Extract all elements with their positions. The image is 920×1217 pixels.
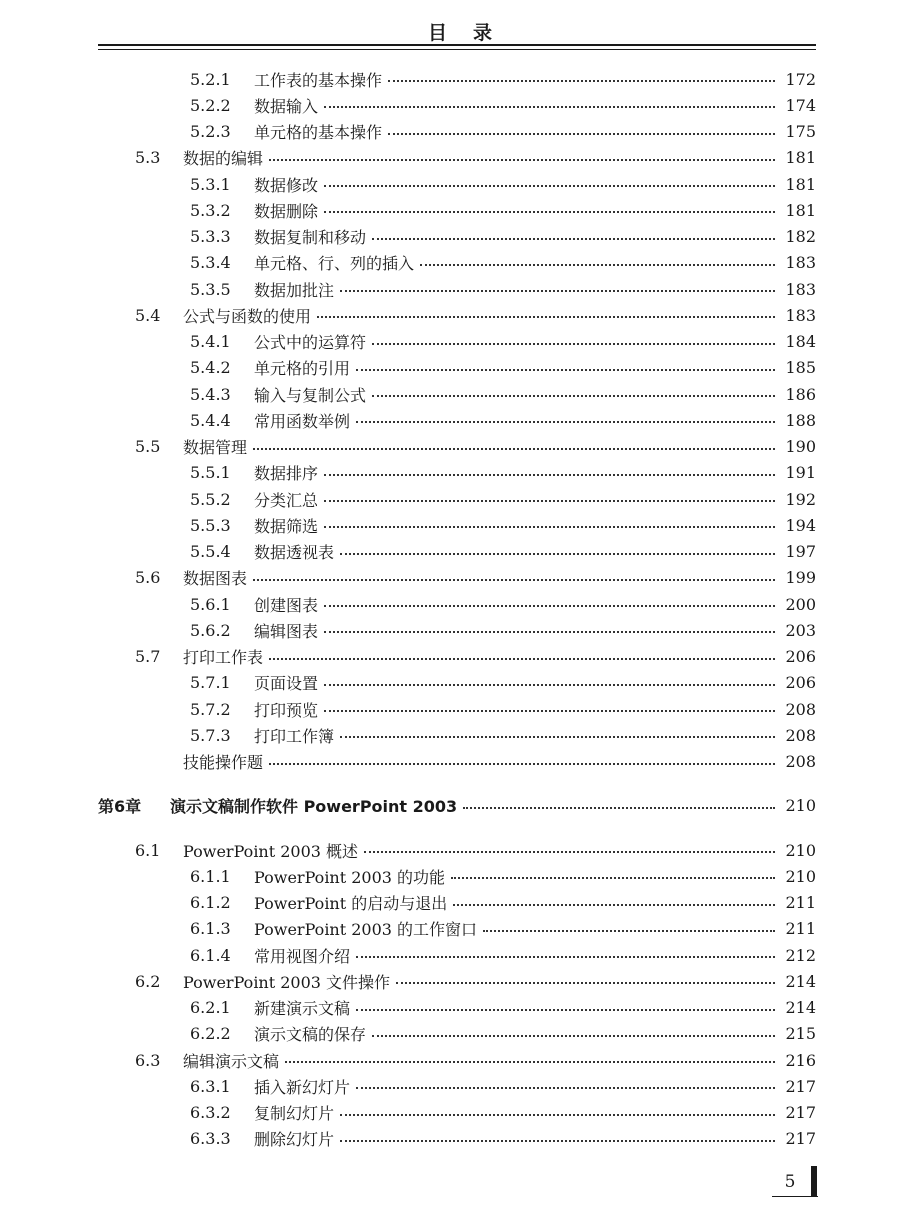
toc-entry-title: 复制幻灯片 <box>254 1104 335 1123</box>
toc-entry <box>135 434 816 460</box>
toc-entry <box>190 916 816 942</box>
toc-entry-page: 211 <box>785 893 816 912</box>
toc-entry-number: 5.6.2 <box>190 620 231 640</box>
toc-entry-page: 208 <box>785 699 816 719</box>
toc-entry-title: 分类汇总 <box>254 490 319 510</box>
toc-entry-number: 5.5.2 <box>190 489 231 509</box>
toc-entry-number: 5.5 <box>135 437 161 456</box>
toc-entry-title: 打印预览 <box>254 700 319 720</box>
dot-leader <box>451 877 775 879</box>
toc-entry-title: 删除幻灯片 <box>254 1130 335 1150</box>
toc-entry-title: 常用函数举例 <box>254 411 351 431</box>
toc-entry <box>135 145 816 171</box>
toc-entry <box>135 968 816 994</box>
toc-entry <box>190 995 816 1021</box>
toc-entry-title: 数据复制和移动 <box>254 228 367 247</box>
dot-leader <box>364 851 775 853</box>
toc-entry-number: 6.3.2 <box>190 1103 231 1122</box>
toc-entry <box>190 407 816 433</box>
toc-entry <box>190 722 816 748</box>
toc-entry-page: 186 <box>785 384 816 404</box>
toc-entry-title: 数据管理 <box>183 438 248 457</box>
toc-entry-page: 217 <box>785 1076 816 1096</box>
toc-entry-title: 数据筛选 <box>254 516 319 536</box>
toc-entry-page: 181 <box>785 148 816 168</box>
dot-leader <box>340 736 775 738</box>
toc-entry-number: 5.4.1 <box>190 332 231 351</box>
toc-entry-number: 5.3.2 <box>190 200 231 220</box>
toc-entry-page: 206 <box>785 673 816 693</box>
toc-entry <box>190 591 816 617</box>
toc-entry-number: 5.7.1 <box>190 673 231 693</box>
toc-entry-title: 数据的编辑 <box>183 149 264 169</box>
toc-entry-number: 5.4.3 <box>190 384 231 404</box>
toc-entry-title: 单元格的引用 <box>254 359 351 379</box>
toc-entry-page: 217 <box>785 1129 816 1149</box>
dot-leader <box>388 133 775 135</box>
dot-leader <box>324 526 775 528</box>
toc-entry-title: 数据透视表 <box>254 543 335 562</box>
toc-entry-title: 单元格、行、列的插入 <box>254 254 415 274</box>
toc-entry-page: 211 <box>785 919 816 939</box>
toc-entry <box>190 197 816 223</box>
toc-entry <box>135 644 816 670</box>
toc-entry-page: 190 <box>785 437 816 456</box>
toc-entry-number: 5.2.3 <box>190 122 231 141</box>
toc-entry-number: 第6章 <box>98 797 142 817</box>
dot-leader <box>356 421 775 423</box>
toc-entry <box>135 1047 816 1073</box>
toc-entry <box>98 793 816 819</box>
toc-entry-page: 200 <box>785 594 816 614</box>
toc-entry-page: 192 <box>785 489 816 509</box>
toc-entry-title: 演示文稿制作软件 PowerPoint 2003 <box>170 797 458 817</box>
toc-entry <box>190 539 816 565</box>
toc-entry-page: 184 <box>785 332 816 351</box>
toc-entry <box>135 565 816 591</box>
toc-entry-number: 5.3.1 <box>190 174 231 194</box>
toc-entry-title: 公式中的运算符 <box>254 333 367 352</box>
toc-entry-number: 5.3.4 <box>190 253 231 273</box>
toc-entry-title: 编辑图表 <box>254 621 319 641</box>
dot-leader <box>420 264 775 266</box>
toc-entry <box>190 276 816 302</box>
toc-entry-title: PowerPoint 2003 概述 <box>183 841 359 861</box>
toc-entry-number: 5.6 <box>135 568 161 588</box>
toc-entry-page: 217 <box>785 1103 816 1122</box>
toc-entry <box>190 92 816 118</box>
toc-entry-title: 编辑演示文稿 <box>183 1051 280 1071</box>
toc-entry-page: 172 <box>785 69 816 89</box>
toc-entry-title: 数据修改 <box>254 175 319 195</box>
toc-entry <box>190 224 816 250</box>
dot-leader <box>324 500 775 502</box>
toc-entry-title: PowerPoint 2003 的功能 <box>254 867 446 887</box>
toc-entry <box>190 171 816 197</box>
toc-entry <box>190 460 816 486</box>
toc-entry <box>190 1073 816 1099</box>
dot-leader <box>356 369 775 371</box>
toc-entry-number: 5.6.1 <box>190 594 231 614</box>
toc-entry-title: 常用视图介绍 <box>254 946 351 966</box>
toc-entry-title: 工作表的基本操作 <box>254 70 383 90</box>
dot-leader <box>483 930 775 932</box>
dot-leader <box>356 956 775 958</box>
toc-entry-page: 203 <box>785 620 816 640</box>
toc-entry-title: 打印工作表 <box>183 648 264 667</box>
dot-leader <box>253 448 775 450</box>
toc-entry <box>190 942 816 968</box>
toc-entry-page: 188 <box>785 410 816 430</box>
toc-entry-page: 175 <box>785 122 816 141</box>
toc-entry-page: 185 <box>785 358 816 378</box>
header-rule-thin <box>98 49 816 50</box>
toc-entry-page: 183 <box>785 279 816 299</box>
toc-entry <box>190 329 816 355</box>
toc-entry-page: 183 <box>785 305 816 325</box>
toc-entry-number: 5.2.1 <box>190 69 231 89</box>
toc-entry-number: 5.3.5 <box>190 279 231 299</box>
toc-entry <box>190 381 816 407</box>
toc-entry-title: PowerPoint 的启动与退出 <box>254 894 448 913</box>
toc-entry-page: 181 <box>785 200 816 220</box>
toc-entry-title: 插入新幻灯片 <box>254 1077 351 1097</box>
toc-entry-page: 216 <box>785 1050 816 1070</box>
toc-entry-page: 208 <box>785 752 816 771</box>
toc-entry <box>135 749 816 775</box>
toc-entry <box>190 250 816 276</box>
toc-entry-title: 公式与函数的使用 <box>183 306 312 326</box>
toc-entry-number: 5.2.2 <box>190 95 231 115</box>
toc-entry <box>190 355 816 381</box>
page-title: 目录 <box>427 22 518 44</box>
toc-entry-number: 6.2 <box>135 971 161 991</box>
toc-entry <box>190 1100 816 1126</box>
dot-leader <box>324 710 775 712</box>
toc-entry-page: 214 <box>785 998 816 1017</box>
toc-entry-number: 6.1.2 <box>190 893 231 912</box>
toc-entry-page: 194 <box>785 515 816 535</box>
page-number: 5 <box>784 1172 796 1192</box>
toc-entry-page: 212 <box>785 945 816 965</box>
dot-leader <box>269 658 775 660</box>
dot-leader <box>453 904 775 906</box>
toc-entry-title: 创建图表 <box>254 595 319 615</box>
toc-entry-page: 174 <box>785 95 816 115</box>
toc-entry-number: 5.7.3 <box>190 725 231 745</box>
toc-entry-page: 182 <box>785 227 816 246</box>
toc-entry <box>135 837 816 863</box>
toc-entry-title: 数据加批注 <box>254 280 335 300</box>
toc-entry-page: 208 <box>785 725 816 745</box>
toc-entry-number: 6.1 <box>135 840 161 860</box>
dot-leader <box>372 238 775 240</box>
toc-entry-number: 5.7.2 <box>190 699 231 719</box>
dot-leader <box>463 807 775 809</box>
toc-entry <box>190 1126 816 1152</box>
dot-leader <box>324 185 775 187</box>
toc-entry-title: 单元格的基本操作 <box>254 123 383 142</box>
dot-leader <box>269 159 775 161</box>
toc-entry-number: 5.7 <box>135 647 161 666</box>
header-rule <box>98 44 816 46</box>
toc-entry-title: 新建演示文稿 <box>254 999 351 1018</box>
toc-entry-title: 数据输入 <box>254 96 319 116</box>
toc-entry-number: 5.4.4 <box>190 410 231 430</box>
toc-entry-number: 5.4 <box>135 305 161 325</box>
toc-entry <box>190 1021 816 1047</box>
toc-entry-title: 打印工作簿 <box>254 726 335 746</box>
toc-entry <box>190 890 816 916</box>
dot-leader <box>340 1114 775 1116</box>
dot-leader <box>269 763 775 765</box>
dot-leader <box>356 1087 775 1089</box>
toc-entry-title: PowerPoint 2003 的工作窗口 <box>254 920 478 940</box>
toc-entry-title: 页面设置 <box>254 674 319 694</box>
toc-entry <box>190 863 816 889</box>
dot-leader <box>340 553 775 555</box>
toc-entry-page: 214 <box>785 971 816 991</box>
toc-entry-number: 6.1.4 <box>190 945 231 965</box>
toc-entry-page: 215 <box>785 1024 816 1044</box>
dot-leader <box>324 474 775 476</box>
toc-entry-page: 191 <box>785 463 816 483</box>
toc-entry-number: 5.3 <box>135 148 161 168</box>
dot-leader <box>253 579 775 581</box>
toc-entry <box>190 696 816 722</box>
toc-entry-number: 6.3 <box>135 1050 161 1070</box>
toc-entry-page: 197 <box>785 542 816 561</box>
dot-leader <box>372 395 775 397</box>
toc-entry-page: 199 <box>785 568 816 588</box>
toc-entry-number: 6.3.1 <box>190 1076 231 1096</box>
toc-entry-title: 技能操作题 <box>183 753 264 772</box>
toc-entry <box>190 486 816 512</box>
dot-leader <box>324 106 775 108</box>
toc-entry-page: 210 <box>785 866 816 886</box>
toc-entry-page: 210 <box>785 840 816 860</box>
toc-entry <box>190 512 816 538</box>
toc-entry-page: 181 <box>785 174 816 194</box>
dot-leader <box>388 80 775 82</box>
dot-leader <box>340 290 775 292</box>
toc-entry-page: 210 <box>785 796 816 816</box>
toc-entry-number: 5.5.3 <box>190 515 231 535</box>
dot-leader <box>356 1009 775 1011</box>
footer-bar <box>811 1166 817 1197</box>
toc-entry <box>190 66 816 92</box>
toc-entry-number: 5.3.3 <box>190 227 231 246</box>
dot-leader <box>285 1061 775 1063</box>
toc-entry-number: 6.2.2 <box>190 1024 231 1044</box>
toc-entry-number: 6.3.3 <box>190 1129 231 1149</box>
toc-entry-page: 183 <box>785 253 816 273</box>
toc-entry <box>190 670 816 696</box>
toc-entry-title: 演示文稿的保存 <box>254 1025 367 1045</box>
dot-leader <box>317 316 775 318</box>
toc-entry-number: 6.2.1 <box>190 998 231 1017</box>
dot-leader <box>372 343 775 345</box>
toc-entry-number: 5.5.4 <box>190 542 231 561</box>
dot-leader <box>340 1140 775 1142</box>
toc-entry-number: 5.5.1 <box>190 463 231 483</box>
dot-leader <box>324 684 775 686</box>
toc-entry <box>190 119 816 145</box>
dot-leader <box>324 631 775 633</box>
dot-leader <box>396 982 775 984</box>
dot-leader <box>372 1035 775 1037</box>
toc-entry <box>135 302 816 328</box>
toc-entry-page: 206 <box>785 647 816 666</box>
toc-entry <box>190 617 816 643</box>
toc-entry-title: 数据图表 <box>183 569 248 589</box>
toc-entry-number: 5.4.2 <box>190 358 231 378</box>
toc-entry-title: 数据删除 <box>254 201 319 221</box>
dot-leader <box>324 211 775 213</box>
toc-entry-title: 输入与复制公式 <box>254 385 367 405</box>
dot-leader <box>324 605 775 607</box>
toc-entry-title: PowerPoint 2003 文件操作 <box>183 972 391 992</box>
toc-entry-title: 数据排序 <box>254 464 319 484</box>
toc-entry-number: 6.1.3 <box>190 919 231 939</box>
toc-entry-number: 6.1.1 <box>190 866 231 886</box>
